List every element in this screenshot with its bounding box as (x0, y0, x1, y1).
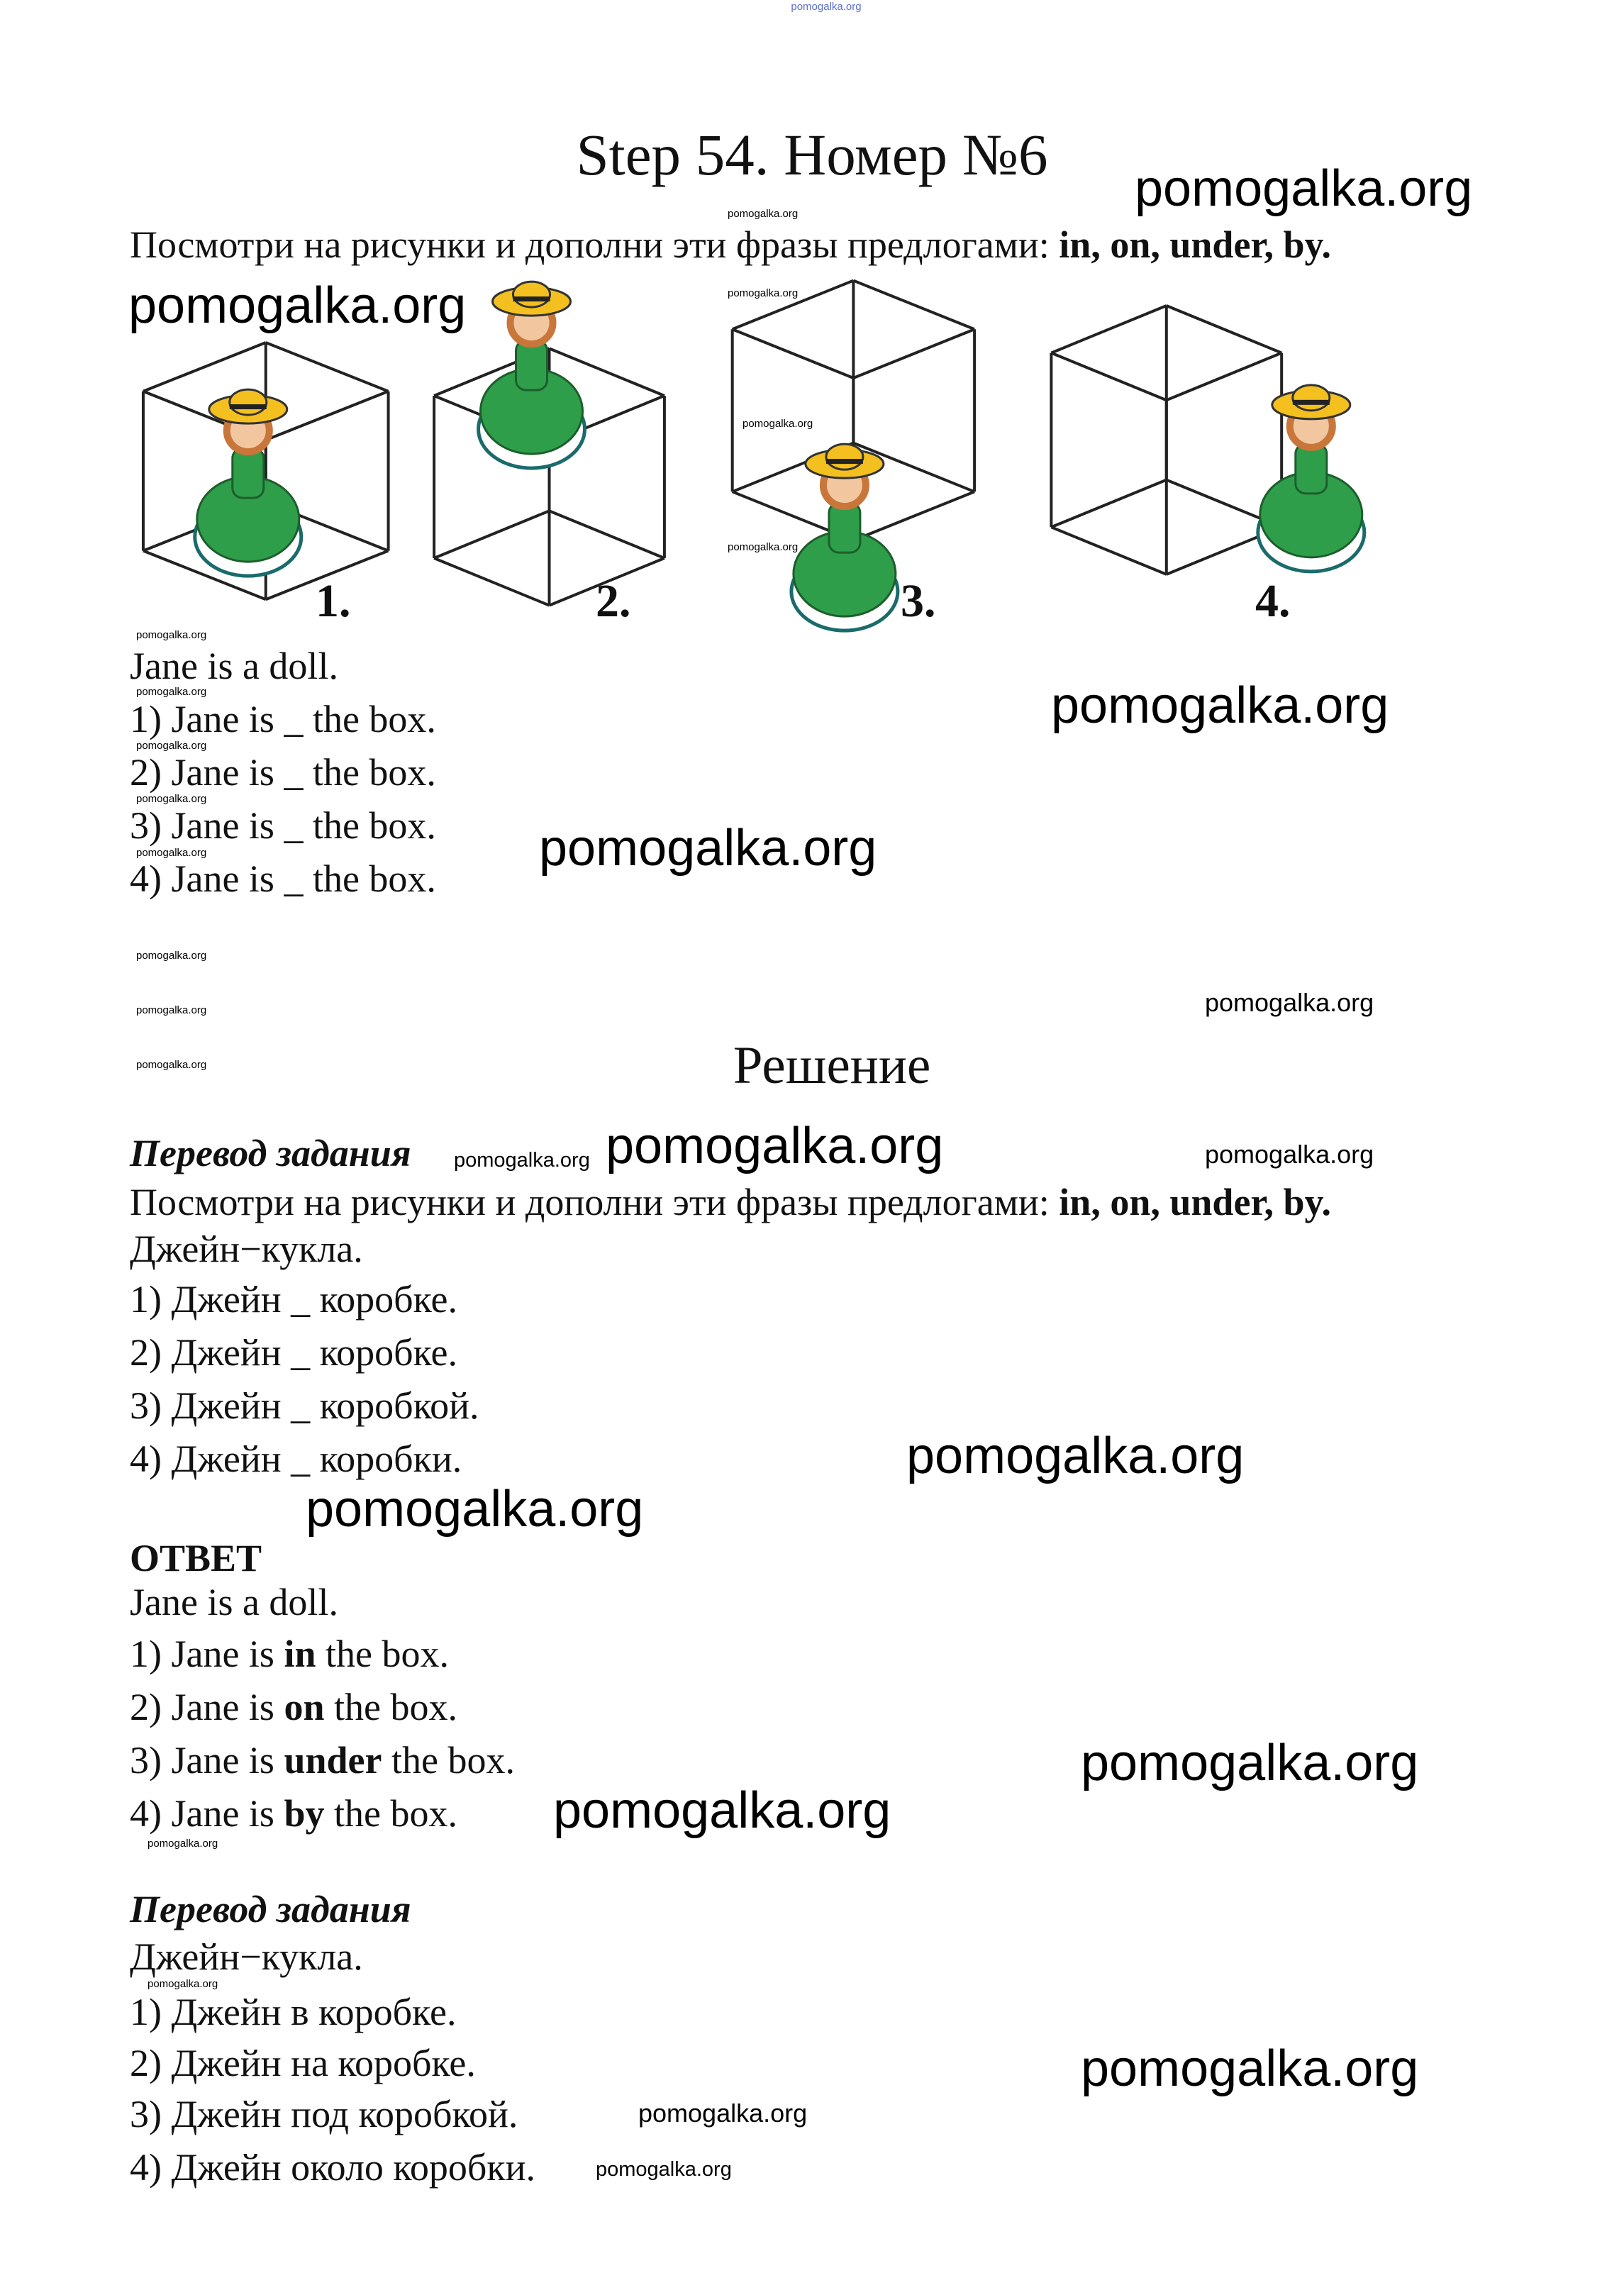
translation-line: 3) Джейн под коробкой. (130, 2093, 518, 2135)
watermark: pomogalka.org (728, 208, 799, 220)
top-watermark: pomogalka.org (791, 1, 862, 13)
box-edge (434, 558, 549, 606)
picture-label-4: 4. (1255, 575, 1291, 627)
watermark: pomogalka.org (148, 1838, 218, 1850)
box-edge (853, 491, 974, 540)
watermark: pomogalka.org (1081, 1735, 1419, 1791)
watermark: pomogalka.org (743, 418, 813, 430)
exercise-line: 4) Jane is _ the box. (130, 857, 436, 900)
box-edge (434, 511, 549, 558)
answer-heading: ОТВЕТ (130, 1537, 262, 1579)
watermark: pomogalka.org (553, 1782, 891, 1839)
watermark: pomogalka.org (596, 2158, 732, 2181)
page-title: Step 54. Номер №6 (576, 122, 1048, 187)
watermark: pomogalka.org (136, 629, 207, 641)
answer-line: 1) Jane is in the box. (130, 1633, 449, 1675)
box-edge (1167, 306, 1281, 353)
translation-line: 3) Джейн _ коробкой. (130, 1384, 479, 1427)
watermark: pomogalka.org (906, 1428, 1245, 1484)
watermark: pomogalka.org (606, 1118, 944, 1174)
answer-line: 3) Jane is under the box. (130, 1739, 515, 1782)
answer-line: 2) Jane is on the box. (130, 1686, 457, 1728)
box-edge (143, 343, 266, 391)
translation-line: 2) Джейн на коробке. (130, 2042, 476, 2084)
watermark: pomogalka.org (306, 1481, 644, 1538)
answer-line: 4) Jane is by the box. (130, 1792, 457, 1835)
translation-intro: Джейн−кукла. (130, 1935, 363, 1978)
translation-line: 1) Джейн в коробке. (130, 1991, 457, 2033)
watermark: pomogalka.org (128, 277, 467, 334)
watermark: pomogalka.org (728, 287, 799, 299)
exercise-line: 3) Jane is _ the box. (130, 804, 436, 847)
watermark: pomogalka.org (1135, 160, 1473, 217)
watermark: pomogalka.org (136, 847, 207, 859)
translation-heading: Перевод задания (130, 1132, 411, 1174)
picture-label-3: 3. (901, 575, 936, 627)
picture-label-2: 2. (596, 575, 631, 627)
watermark: pomogalka.org (454, 1149, 590, 1172)
watermark: pomogalka.org (148, 1978, 218, 1990)
exercise-line: 1) Jane is _ the box. (130, 698, 436, 740)
watermark: pomogalka.org (136, 1004, 207, 1016)
doll-on-box (479, 282, 585, 468)
watermark: pomogalka.org (136, 686, 207, 698)
watermark: pomogalka.org (728, 541, 799, 553)
watermark: pomogalka.org (1205, 1140, 1374, 1169)
translation-intro: Джейн−кукла. (130, 1228, 363, 1270)
box-edge (1051, 527, 1166, 574)
watermark: pomogalka.org (638, 2099, 808, 2128)
box-edge (1167, 353, 1281, 401)
translation-line: 4) Джейн _ коробки. (130, 1438, 462, 1480)
answer-intro: Jane is a doll. (130, 1581, 338, 1623)
watermark: pomogalka.org (136, 793, 207, 805)
watermark: pomogalka.org (1081, 2040, 1419, 2097)
doll-under-box (791, 444, 898, 630)
translation-line: 1) Джейн _ коробке. (130, 1278, 458, 1321)
box-edge (733, 329, 854, 378)
exercise-line: 2) Jane is _ the box. (130, 751, 436, 794)
translation-line: 2) Джейн _ коробке. (130, 1331, 458, 1374)
box-edge (1051, 480, 1166, 528)
box-edge (853, 281, 974, 330)
box-edge (550, 511, 664, 558)
solution-heading: Решение (733, 1036, 931, 1095)
translation-line: 4) Джейн около коробки. (130, 2146, 536, 2189)
watermark: pomogalka.org (136, 950, 207, 962)
box-edge (853, 329, 974, 378)
box-edge (266, 343, 389, 391)
exercise-intro: Jane is a doll. (130, 645, 338, 687)
watermark: pomogalka.org (136, 740, 207, 752)
box-edge (1051, 306, 1166, 353)
watermark: pomogalka.org (539, 820, 877, 877)
watermark: pomogalka.org (1205, 988, 1374, 1017)
translation-instruction: Посмотри на рисунки и дополни эти фразы предлогами: in, on, under, by. (130, 1181, 1331, 1223)
translation-heading: Перевод задания (130, 1888, 411, 1930)
watermark: pomogalka.org (1051, 677, 1389, 734)
picture-label-1: 1. (316, 575, 351, 627)
doll-by-box (1258, 385, 1364, 572)
box-4 (1051, 306, 1281, 574)
instruction: Посмотри на рисунки и дополни эти фразы предлогами: in, on, under, by. (130, 223, 1331, 266)
box-edge (1051, 353, 1166, 401)
watermark: pomogalka.org (136, 1059, 207, 1071)
